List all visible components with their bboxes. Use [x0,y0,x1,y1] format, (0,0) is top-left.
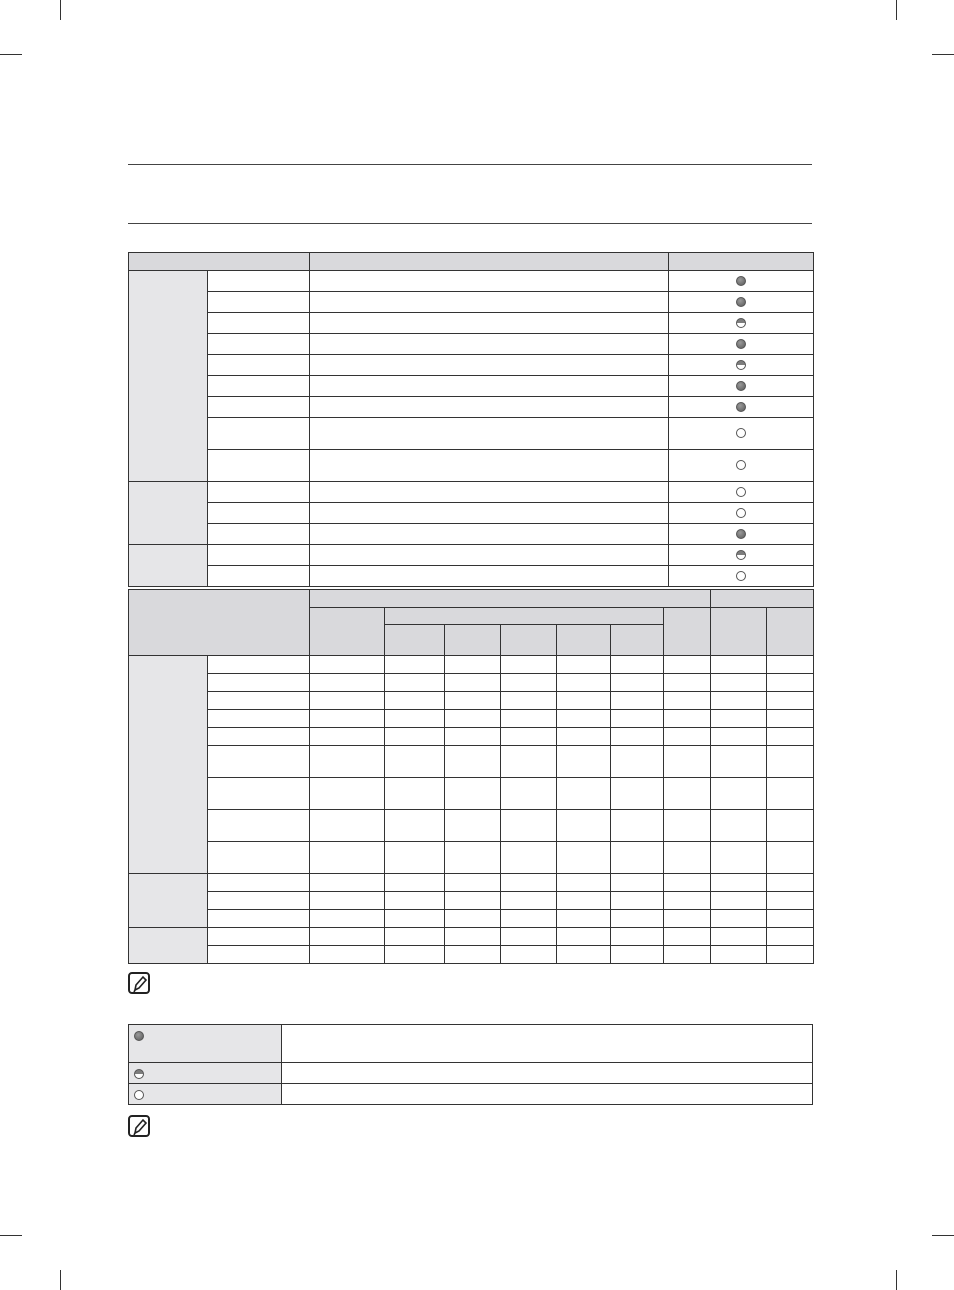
half-filled-circle-icon [736,318,746,328]
table-row [129,810,814,842]
table-header-row [129,590,814,608]
value-cell [557,842,611,874]
value-cell [557,778,611,810]
value-cell [711,692,767,710]
category-cell [129,271,208,482]
header-cell [501,625,557,656]
value-cell [501,778,557,810]
value-cell [501,910,557,928]
value-cell [611,910,664,928]
table-row [129,656,814,674]
rating-cell [669,482,814,503]
rating-cell [669,524,814,545]
item-desc-cell [310,418,669,450]
value-cell [767,746,814,778]
half-filled-circle-icon [736,550,746,560]
value-cell [310,928,385,946]
value-cell [445,778,501,810]
empty-circle-icon [134,1090,144,1100]
crop-mark-bottom-left-h [0,1235,22,1236]
table-row [129,450,814,482]
value-cell [385,842,445,874]
header-cell [557,625,611,656]
item-name-cell [208,810,310,842]
value-cell [557,692,611,710]
value-cell [501,842,557,874]
table-row [129,728,814,746]
value-cell [385,674,445,692]
table-row [129,292,814,313]
legend-table [128,1024,813,1105]
table-row [129,313,814,334]
value-cell [711,728,767,746]
table-row [129,397,814,418]
header-cell [711,608,767,656]
legend-key-cell [129,1084,282,1105]
value-cell [767,910,814,928]
value-cell [501,892,557,910]
value-cell [711,746,767,778]
value-cell [385,710,445,728]
item-name-cell [208,692,310,710]
empty-circle-icon [736,508,746,518]
table-row [129,842,814,874]
item-name-cell [208,910,310,928]
header-cell [385,625,445,656]
legend-row [129,1084,813,1105]
value-cell [385,692,445,710]
crop-mark-bottom-right [896,1270,897,1290]
legend-key-cell [129,1025,282,1063]
rating-cell [669,376,814,397]
value-cell [711,778,767,810]
item-name-cell [208,928,310,946]
value-cell [445,928,501,946]
value-cell [611,656,664,674]
value-cell [711,910,767,928]
value-cell [445,842,501,874]
item-name-cell [208,656,310,674]
note-pencil-icon [128,972,150,994]
category-cell [129,928,208,964]
value-cell [557,928,611,946]
rating-cell [669,334,814,355]
value-cell [711,656,767,674]
item-name-cell [208,874,310,892]
value-cell [557,874,611,892]
half-filled-circle-icon [134,1069,144,1079]
value-cell [711,892,767,910]
value-cell [385,928,445,946]
value-cell [767,810,814,842]
rating-cell [669,292,814,313]
value-cell [385,778,445,810]
item-desc-cell [310,376,669,397]
header-cell [767,608,814,656]
table-row [129,692,814,710]
legend-row [129,1025,813,1063]
value-cell [664,710,711,728]
item-name-cell [208,524,310,545]
value-cell [310,892,385,910]
value-cell [767,842,814,874]
filled-circle-icon [736,402,746,412]
legend-key-cell [129,1063,282,1084]
crop-mark-top-right-h [932,54,954,55]
value-cell [557,892,611,910]
value-cell [445,674,501,692]
empty-circle-icon [736,460,746,470]
table-row [129,376,814,397]
item-desc-cell [310,292,669,313]
value-cell [611,692,664,710]
value-cell [501,728,557,746]
table-row [129,928,814,946]
table-row [129,778,814,810]
item-desc-cell [310,355,669,376]
page-title [128,170,812,218]
value-cell [445,710,501,728]
value-cell [445,692,501,710]
header-cell [669,253,814,271]
value-cell [767,928,814,946]
table-row [129,710,814,728]
value-cell [310,874,385,892]
value-cell [385,746,445,778]
value-cell [310,842,385,874]
value-cell [664,842,711,874]
value-cell [664,728,711,746]
value-cell [310,692,385,710]
rating-cell [669,545,814,566]
value-cell [767,674,814,692]
item-name-cell [208,376,310,397]
table-header-row [129,253,814,271]
value-cell [767,692,814,710]
header-cell [445,625,501,656]
item-name-cell [208,397,310,418]
table-row [129,674,814,692]
header-cell [310,253,669,271]
crop-mark-top-left-h [0,54,22,55]
filled-circle-icon [736,529,746,539]
value-cell [310,728,385,746]
value-cell [611,674,664,692]
value-cell [711,674,767,692]
table-row [129,892,814,910]
value-cell [445,728,501,746]
item-name-cell [208,418,310,450]
title-rule-top [128,164,812,165]
filled-circle-icon [134,1031,144,1041]
value-cell [385,810,445,842]
item-name-cell [208,778,310,810]
rating-cell [669,450,814,482]
value-cell [664,810,711,842]
value-cell [767,728,814,746]
value-cell [767,656,814,674]
value-cell [501,946,557,964]
item-name-cell [208,334,310,355]
value-cell [557,728,611,746]
empty-circle-icon [736,487,746,497]
value-cell [711,946,767,964]
table-row [129,271,814,292]
table-row [129,355,814,376]
table-row [129,874,814,892]
item-name-cell [208,892,310,910]
value-cell [664,778,711,810]
half-filled-circle-icon [736,360,746,370]
item-name-cell [208,482,310,503]
table-row [129,524,814,545]
value-cell [611,746,664,778]
header-cell [385,608,664,625]
value-cell [385,892,445,910]
value-cell [501,746,557,778]
rating-cell [669,397,814,418]
value-cell [310,910,385,928]
filled-circle-icon [736,297,746,307]
table-row [129,545,814,566]
value-cell [310,746,385,778]
filled-circle-icon [736,381,746,391]
value-cell [501,810,557,842]
value-cell [664,892,711,910]
value-cell [310,674,385,692]
value-cell [557,946,611,964]
table-row [129,566,814,587]
value-cell [385,728,445,746]
item-desc-cell [310,313,669,334]
value-cell [611,810,664,842]
item-desc-cell [310,397,669,418]
value-cell [664,692,711,710]
item-name-cell [208,313,310,334]
value-cell [501,692,557,710]
item-name-cell [208,728,310,746]
crop-mark-bottom-left [60,1270,61,1290]
value-cell [664,928,711,946]
value-cell [557,910,611,928]
value-cell [767,892,814,910]
rating-cell [669,503,814,524]
empty-circle-icon [736,571,746,581]
table-row [129,503,814,524]
legend-desc-cell [282,1084,813,1105]
crop-mark-top-left [60,0,61,20]
item-name-cell [208,450,310,482]
filled-circle-icon [736,276,746,286]
item-name-cell [208,271,310,292]
item-desc-cell [310,545,669,566]
item-desc-cell [310,566,669,587]
note-pencil-icon [128,1115,150,1137]
item-desc-cell [310,334,669,355]
value-cell [310,778,385,810]
value-cell [611,778,664,810]
header-cell [129,590,310,656]
title-rule-bottom [128,223,812,224]
value-cell [501,928,557,946]
value-cell [767,778,814,810]
value-cell [557,810,611,842]
comparison-table [128,589,814,964]
value-cell [711,710,767,728]
value-cell [445,892,501,910]
value-cell [385,874,445,892]
value-cell [611,842,664,874]
item-name-cell [208,355,310,376]
value-cell [611,874,664,892]
value-cell [557,656,611,674]
item-name-cell [208,842,310,874]
value-cell [664,746,711,778]
item-name-cell [208,566,310,587]
value-cell [445,910,501,928]
rating-cell [669,313,814,334]
header-cell [711,590,814,608]
item-desc-cell [310,524,669,545]
value-cell [445,746,501,778]
rating-cell [669,566,814,587]
item-desc-cell [310,450,669,482]
rating-cell [669,355,814,376]
category-cell [129,482,208,545]
value-cell [445,656,501,674]
value-cell [664,946,711,964]
item-name-cell [208,674,310,692]
table-row [129,334,814,355]
category-cell [129,656,208,874]
header-cell [664,608,711,656]
value-cell [664,874,711,892]
table-row [129,910,814,928]
table-row [129,746,814,778]
category-cell [129,545,208,587]
header-cell [611,625,664,656]
legend-desc-cell [282,1025,813,1063]
value-cell [310,946,385,964]
value-cell [664,910,711,928]
rating-cell [669,271,814,292]
item-name-cell [208,746,310,778]
legend-row [129,1063,813,1084]
value-cell [445,946,501,964]
empty-circle-icon [736,428,746,438]
value-cell [385,656,445,674]
value-cell [501,656,557,674]
table-row [129,418,814,450]
value-cell [385,910,445,928]
item-name-cell [208,946,310,964]
rating-table [128,252,814,587]
value-cell [711,842,767,874]
header-cell [129,253,310,271]
value-cell [557,746,611,778]
header-cell [310,608,385,656]
value-cell [501,874,557,892]
value-cell [611,728,664,746]
value-cell [310,810,385,842]
value-cell [385,946,445,964]
crop-mark-top-right [896,0,897,20]
value-cell [664,656,711,674]
item-name-cell [208,503,310,524]
item-desc-cell [310,271,669,292]
value-cell [611,892,664,910]
value-cell [767,710,814,728]
value-cell [310,656,385,674]
value-cell [664,674,711,692]
item-name-cell [208,710,310,728]
value-cell [557,674,611,692]
value-cell [310,710,385,728]
value-cell [611,946,664,964]
legend-desc-cell [282,1063,813,1084]
value-cell [711,928,767,946]
crop-mark-bottom-right-h [932,1235,954,1236]
value-cell [711,810,767,842]
item-desc-cell [310,482,669,503]
item-name-cell [208,545,310,566]
table-row [129,482,814,503]
value-cell [557,710,611,728]
value-cell [501,710,557,728]
header-cell [310,590,711,608]
value-cell [611,928,664,946]
value-cell [767,874,814,892]
value-cell [445,810,501,842]
category-cell [129,874,208,928]
item-desc-cell [310,503,669,524]
value-cell [711,874,767,892]
value-cell [611,710,664,728]
rating-cell [669,418,814,450]
value-cell [501,674,557,692]
value-cell [767,946,814,964]
table-row [129,946,814,964]
value-cell [445,874,501,892]
item-name-cell [208,292,310,313]
filled-circle-icon [736,339,746,349]
